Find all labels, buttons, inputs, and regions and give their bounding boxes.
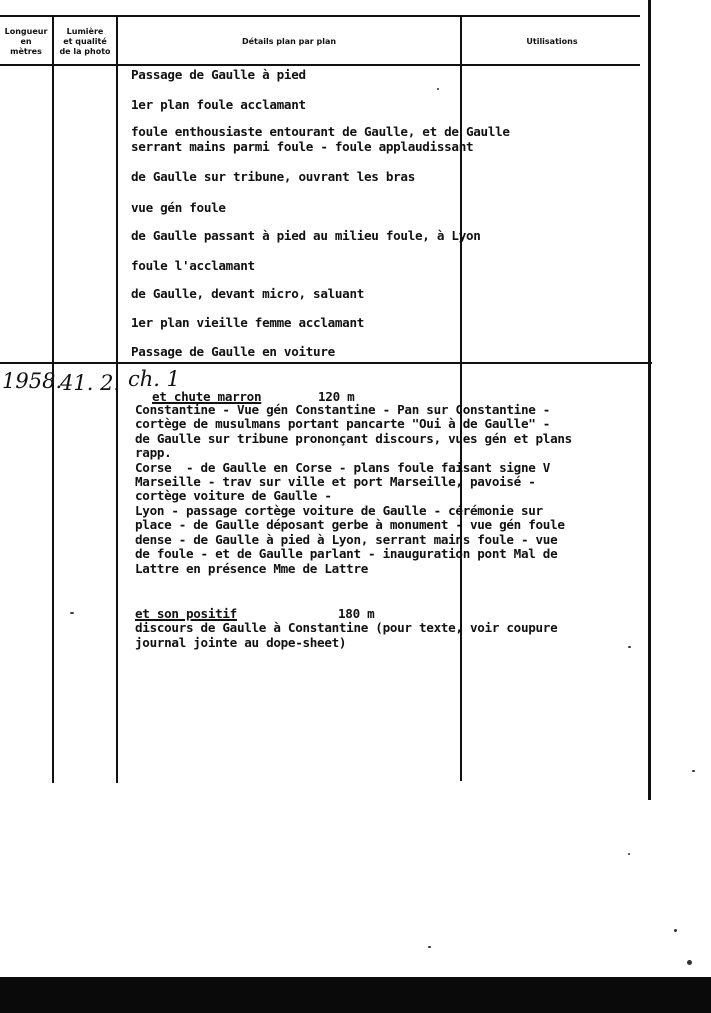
chute-line: place - de Gaulle déposant gerbe à monument - vue gén foule [135,517,565,532]
chute-line: de Gaulle sur tribune prononçant discours, vues gén et plans [135,431,572,446]
chute-line: Constantine - Vue gén Constantine - Pan sur Constantine - [135,402,551,417]
positif-length: 180 m [338,606,375,621]
shot-line: foule l'acclamant [131,258,255,273]
scan-speck [687,960,692,965]
header-light-quality: Lumière et qualité de la photo [59,27,111,56]
positif-line: discours de Gaulle à Constantine (pour texte, voir coupure [135,620,558,635]
chute-line: cortège voiture de Gaulle - [135,488,332,503]
header-shot-details: Détails plan par plan [241,37,337,46]
shot-line: serrant mains parmi foule - foule applaudissant [131,139,474,154]
shot-line: vue gén foule [131,200,226,215]
chute-title: et chute marron [152,389,262,404]
chute-line: cortège de musulmans portant pancarte "Oui à de Gaulle" - [135,416,551,431]
chute-line: dense - de Gaulle à pied à Lyon, serrant mains foule - vue [135,532,558,547]
shot-line: Passage de Gaulle à pied [131,67,306,82]
scan-bottom-shadow [0,977,711,1013]
header-length: Longueur en mètres [4,27,48,56]
table-top-rule [0,15,640,17]
header-uses: Utilisations [526,37,578,46]
chute-line: rapp. [135,445,172,460]
chute-line: de foule - et de Gaulle parlant - inauguration pont Mal de [135,546,558,561]
positif-line: journal jointe au dope-sheet) [135,635,347,650]
scan-speck [437,88,439,90]
chute-line: Marseille - trav sur ville et port Marseille, pavoisé - [135,474,536,489]
scan-speck [628,853,630,855]
scan-speck [628,646,631,648]
handwritten-year: 1958. [2,369,63,393]
positif-title: et son positif [135,606,237,621]
shot-line: 1er plan vieille femme acclamant [131,315,365,330]
shot-line: de Gaulle passant à pied au milieu foule, à Lyon [131,228,481,243]
shot-line: de Gaulle, devant micro, saluant [131,286,365,301]
scan-speck [428,946,431,948]
entry-separator-rule [0,362,652,364]
handwritten-label: ch. 1 [128,367,180,391]
column-divider-2 [116,15,118,783]
shot-line: foule enthousiaste entourant de Gaulle, et de Gaulle [131,124,510,139]
scan-speck [70,612,74,614]
page-right-edge [648,0,651,800]
shot-line: Passage de Gaulle en voiture [131,344,335,359]
column-divider-1 [52,15,54,783]
chute-length: 120 m [318,389,355,404]
shot-line: 1er plan foule acclamant [131,97,306,112]
shot-line: de Gaulle sur tribune, ouvrant les bras [131,169,416,184]
header-bottom-rule [0,64,640,66]
handwritten-number: 41. 2. [60,371,121,395]
chute-line: Lyon - passage cortège voiture de Gaulle - cérémonie sur [135,503,543,518]
chute-line: Corse - de Gaulle en Corse - plans foule faisant signe V [135,460,551,475]
scan-speck [674,929,677,932]
scan-speck [692,770,695,772]
chute-line: Lattre en présence Mme de Lattre [135,561,369,576]
